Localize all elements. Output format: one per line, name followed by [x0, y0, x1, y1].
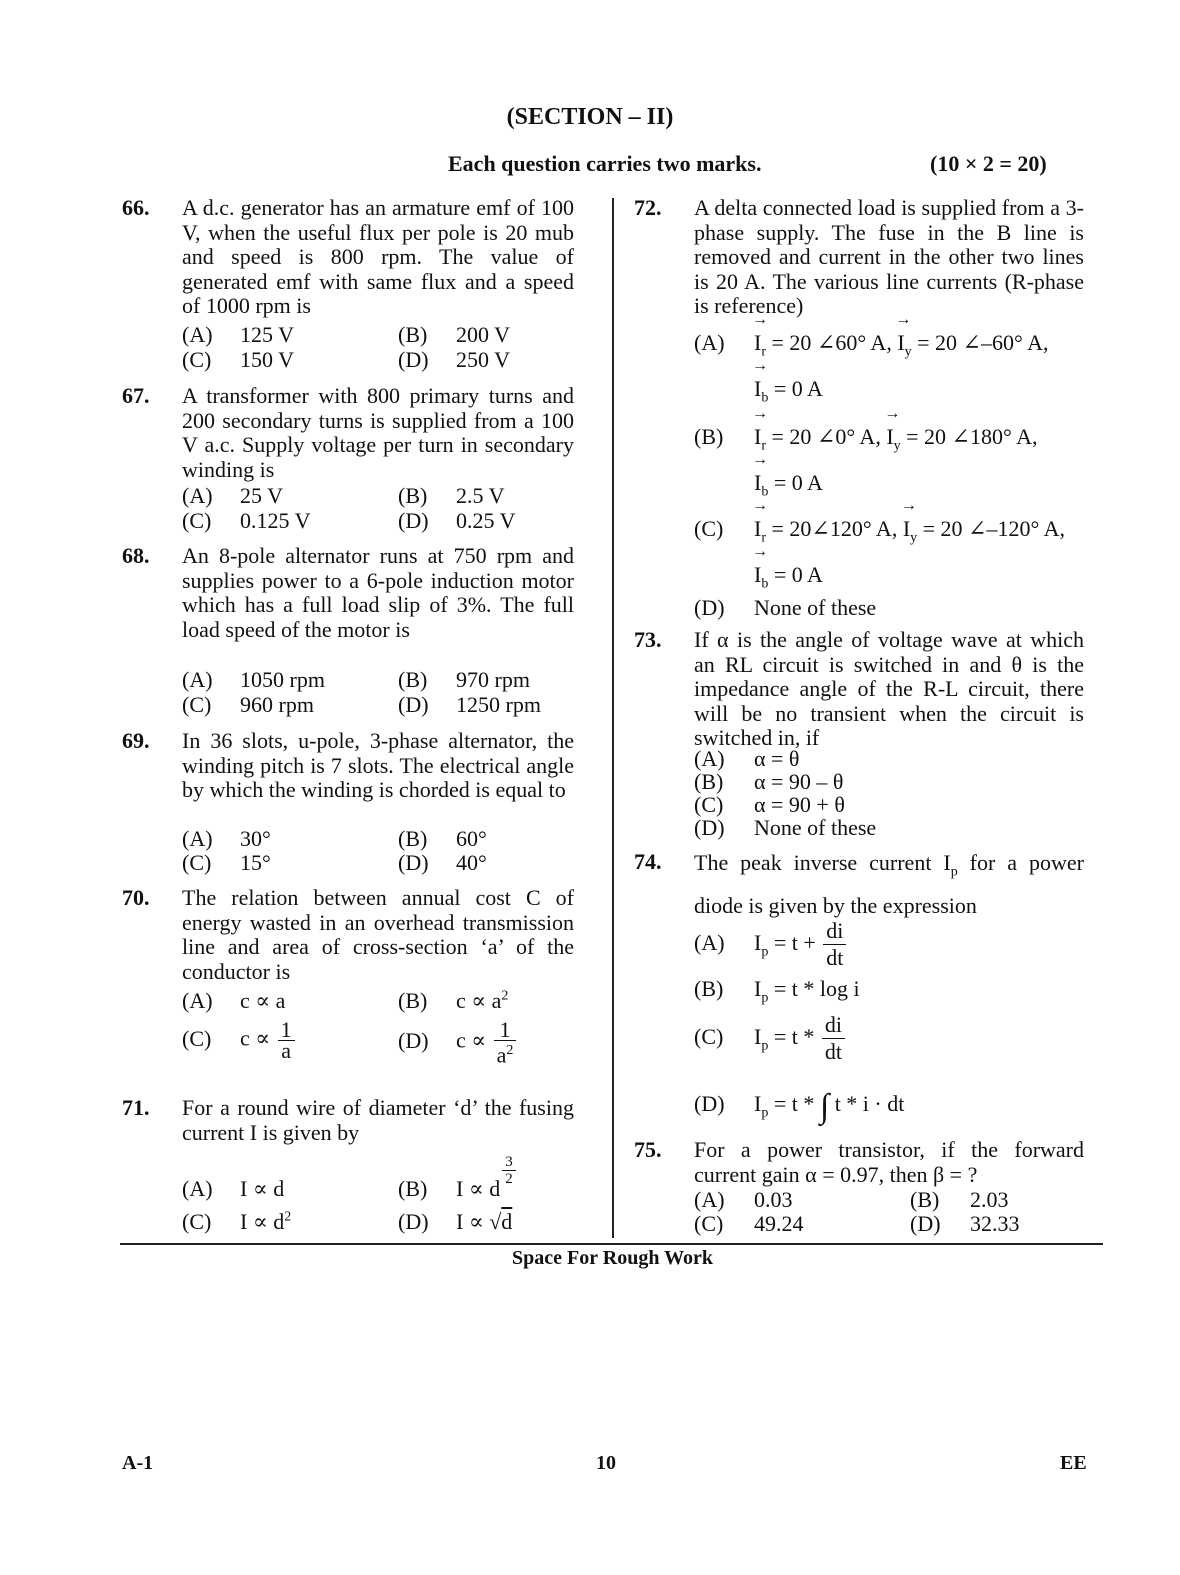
rough-work-rule [120, 1243, 1103, 1245]
option-a: (A) 0.03 [694, 1187, 793, 1212]
option-b-cont: → $I_b = 0$ A [754, 470, 823, 500]
option-a: $(A)\to I_r = 20$ ∠60° A, → $I_y = 20$ ∠–60° A, [694, 330, 1048, 360]
option-d: (D) c ∝ $\frac{1}{a^2}$ [398, 1020, 518, 1065]
option-a-cont: → $I_b = 0$ A [754, 376, 823, 406]
section-title: (SECTION – II) [506, 104, 674, 130]
option-c: (C) $I_p = t$ * $\frac{di}{dt}$ [694, 1012, 847, 1065]
question-number: 67. [122, 383, 150, 408]
option-d: (D) None of these [694, 815, 877, 840]
option-b: (B) 2.03 [910, 1187, 1009, 1212]
question-text: The relation between annual cost C of energy wasted in an overhead transmission line and area of cross-section ‘a’ of the conductor is [182, 885, 574, 984]
question-text: A d.c. generator has an armature emf of 100 V, when the useful flux per pole is 20 mub and speed is 800 rpm. The value of generated emf with same flux and a speed of 1000 rpm is [182, 195, 574, 318]
option-c: $(C)\to I_r$ = 20∠120° A, → $I_y = 20$ ∠–120° A, [694, 516, 1065, 546]
question-number: 72. [634, 195, 662, 220]
option-b: (B) 2.5 V [398, 483, 505, 508]
section-subtitle: Each question carries two marks. [448, 151, 762, 176]
option-c: (C) c ∝ $\frac{1}{a}$ [182, 1020, 297, 1061]
question-text: A transformer with 800 primary turns and 200 secondary turns is supplied from a 100 V a.c. Supply voltage per turn in secondary winding is [182, 383, 574, 482]
option-b: (B) $I_p = t * \log i$ [694, 976, 860, 1006]
option-d: (D) I ∝ √d [398, 1209, 513, 1234]
option-b: (B) I ∝ d $^{\frac{3}{2}}$ [398, 1176, 518, 1209]
option-c: (C) 49.24 [694, 1211, 804, 1236]
option-d: (D) 40° [398, 850, 487, 875]
option-a: (A) 25 V [182, 483, 283, 508]
option-c: (C) 150 V [182, 347, 294, 372]
option-d: (D) 32.33 [910, 1211, 1020, 1236]
option-a: (A) α = θ [694, 746, 800, 771]
section-marks: (10 × 2 = 20) [930, 151, 1047, 176]
option-d: (D) None of these [694, 595, 877, 620]
option-c: (C) 960 rpm [182, 692, 314, 717]
question-text: For a power transistor, if the forward current gain α = 0.97, then β = ? [694, 1137, 1084, 1187]
option-a: (A) 1050 rpm [182, 667, 325, 692]
footer-subject: EE [1060, 1452, 1087, 1474]
option-c: (C) 0.125 V [182, 508, 311, 533]
question-number: 69. [122, 728, 150, 753]
question-number: 70. [122, 885, 150, 910]
option-a: (A) $I_p = t$ + $\frac{di}{dt}$ [694, 918, 848, 971]
option-b: (B) 970 rpm [398, 667, 530, 692]
question-text: For a round wire of diameter ‘d’ the fusing current I is given by [182, 1095, 574, 1145]
option-c: (C) $I \propto d^2$ [182, 1209, 292, 1234]
question-number: 68. [122, 543, 150, 568]
option-a: (A) c ∝ a [182, 988, 286, 1013]
option-a: (A) 125 V [182, 322, 294, 347]
option-d: (D) $I_p = t$ * ∫ t * i · dt [694, 1088, 905, 1125]
option-b: (B) α = 90 – θ [694, 769, 844, 794]
question-text: The peak inverse current $I_p$ for a power diode is given by the expression [694, 850, 1084, 919]
question-number: 66. [122, 195, 150, 220]
question-number: 71. [122, 1095, 150, 1120]
question-text: An 8-pole alternator runs at 750 rpm and supplies power to a 6-pole induction motor which has a full load slip of 3%. The full load speed of the motor is [182, 543, 574, 642]
option-b: (B) 60° [398, 826, 487, 851]
question-text: If α is the angle of voltage wave at which an RL circuit is switched in and θ is the impedance angle of the R-L circuit, there will be no transient when the circuit is switched in, if [694, 627, 1084, 750]
option-c-cont: → $I_b = 0$ A [754, 562, 823, 592]
option-b: $(B)\to I_r = 20$ ∠0° A, → $I_y = 20$ ∠180° A, [694, 424, 1037, 454]
page-number: 10 [596, 1452, 616, 1474]
option-d: (D) 0.25 V [398, 508, 516, 533]
option-c: (C) 15° [182, 850, 271, 875]
question-number: 74. [634, 849, 662, 874]
column-divider [612, 198, 614, 1238]
option-b: (B) $c \propto a^2$ [398, 988, 509, 1013]
question-number: 75. [634, 1137, 662, 1162]
option-b: (B) 200 V [398, 322, 510, 347]
question-text: A delta connected load is supplied from a 3-phase supply. The fuse in the B line is removed and current in the other two lines is 20 A. The various line currents (R-phase is reference) [694, 195, 1084, 318]
footer-code: A-1 [122, 1452, 154, 1474]
option-a: (A) I ∝ d [182, 1176, 285, 1201]
option-d: (D) 250 V [398, 347, 510, 372]
question-text: In 36 slots, u-pole, 3-phase alternator, the winding pitch is 7 slots. The electrical angle by which the winding is chorded is equal to [182, 728, 574, 802]
question-number: 73. [634, 627, 662, 652]
option-d: (D) 1250 rpm [398, 692, 541, 717]
option-c: (C) α = 90 + θ [694, 792, 845, 817]
option-a: (A) 30° [182, 826, 271, 851]
rough-work-label: Space For Rough Work [512, 1247, 713, 1269]
